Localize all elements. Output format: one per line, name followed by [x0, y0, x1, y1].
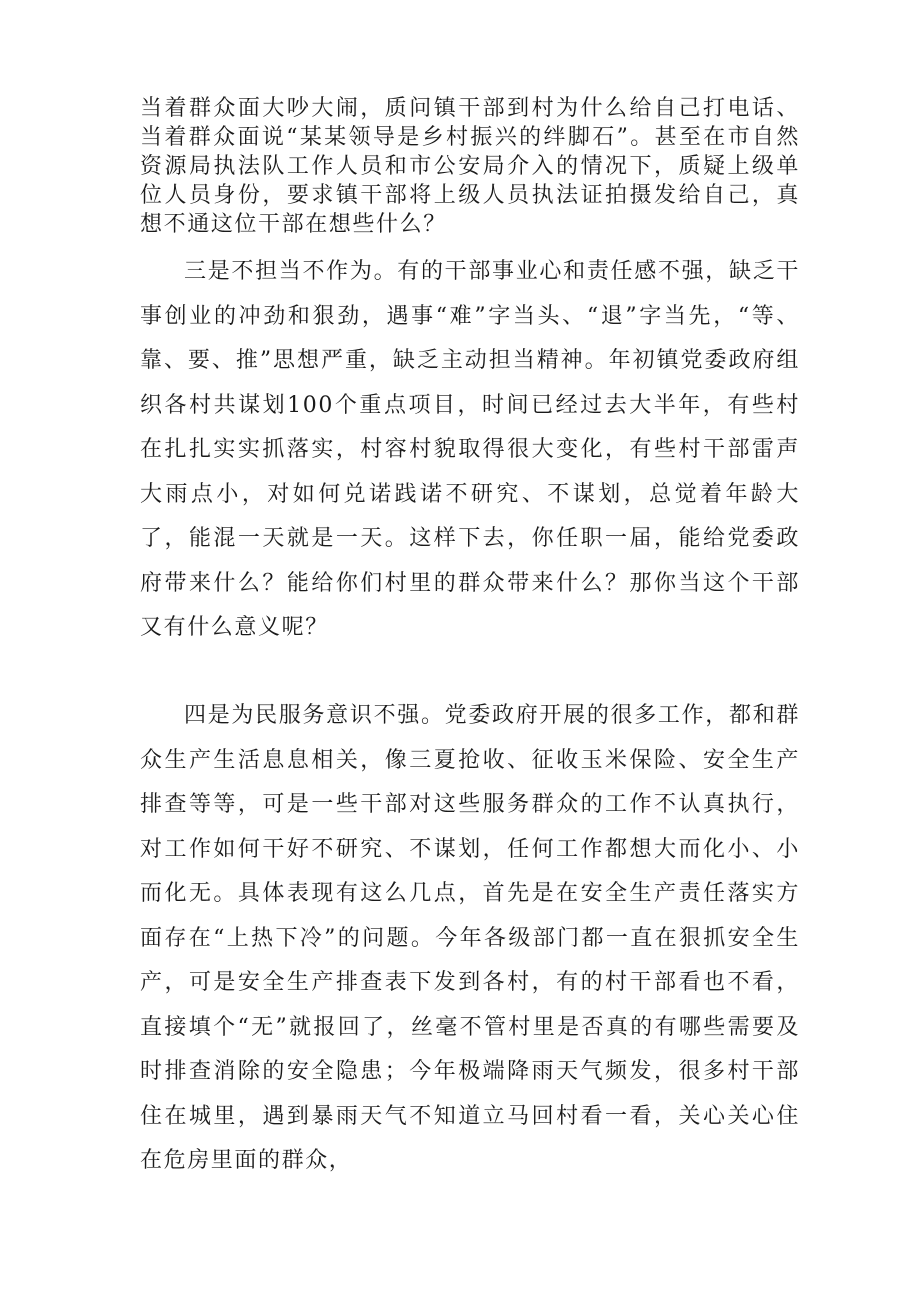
paragraph-continuation: 当着群众面大吵大闹，质问镇干部到村为什么给自己打电话、当着群众面说“某某领导是乡村振兴的绊脚石”。甚至在市自然资源局执法队工作人员和市公安局介入的情况下，质疑上级单位人员身份，要求镇干部将上级人员执法证拍摄发给自己，真想不通这位干部在想些什么？	[140, 96, 800, 237]
paragraph-point-3: 三是不担当不作为。有的干部事业心和责任感不强，缺乏干事创业的冲劲和狠劲，遇事“难”字当头、“退”字当先，“等、靠、要、推”思想严重，缺乏主动担当精神。年初镇党委政府组织各村共谋划100个重点项目，时间已经过去大半年，有些村在扎扎实实抓落实，村容村貌取得很大变化，有些村干部雷声大雨点小，对如何兑诺践诺不研究、不谋划，总觉着年龄大了，能混一天就是一天。这样下去，你任职一届，能给党委政府带来什么？能给你们村里的群众带来什么？那你当这个干部又有什么意义呢？	[140, 259, 800, 640]
paragraph-point-4: 四是为民服务意识不强。党委政府开展的很多工作，都和群众生产生活息息相关，像三夏抢收、征收玉米保险、安全生产排查等等，可是一些干部对这些服务群众的工作不认真执行，对工作如何干好不研究、不谋划，任何工作都想大而化小、小而化无。具体表现有这么几点，首先是在安全生产责任落实方面存在“上热下冷”的问题。今年各级部门都一直在狠抓安全生产，可是安全生产排查表下发到各村，有的村干部看也不看，直接填个“无”就报回了，丝毫不管村里是否真的有哪些需要及时排查消除的安全隐患；今年极端降雨天气频发，很多村干部住在城里，遇到暴雨天气不知道立马回村看一看，关心关心住在危房里面的群众，	[140, 703, 800, 1173]
